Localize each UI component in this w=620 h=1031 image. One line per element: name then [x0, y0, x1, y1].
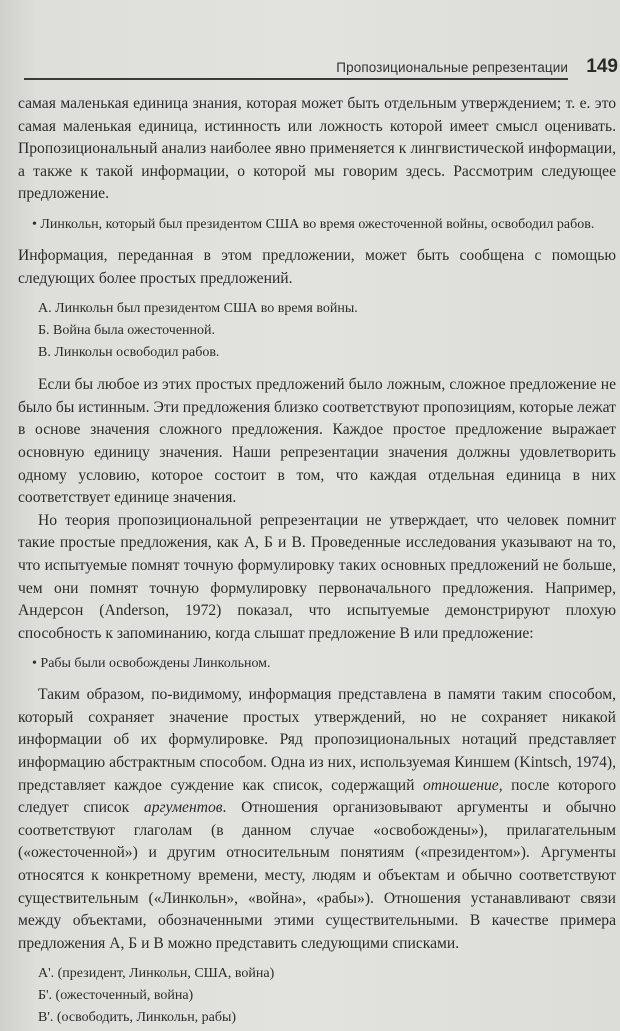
simple-sentences-list — [18, 298, 616, 364]
page-body — [18, 93, 616, 1031]
paragraph-3: Если бы любое из этих простых предложений было ложным, сложное предложение не было бы истинным. Эти предложения близко соответствуют пропозициям, которые лежат в основе значения сложного предложения. Каждое простое предложение выражает основную единицу значения. Наши репрезентации значения должны удовлетворить одному условию, которое состоит в том, что каждая отдельная единица в них соответствует единице значения. — [18, 376, 616, 507]
running-title: Пропозициональные репрезентации — [336, 60, 568, 75]
paragraph-5-text-a: Таким образом, по-видимому, информация представлена в памяти таким способом, который сохраняет значение простых утверждений, но не сохраняет никакой информации об их формулировке. Ряд пропозициональных нотаций представляет информацию абстрактным способом. Одна из них, используемая Киншем (Kintsch, 1974), представляет каждое суждение как список, содержащий — [18, 686, 616, 794]
paragraph-5-text-b: , после которого следует список — [18, 776, 617, 817]
list-item: В'. (освободить, Линкольн, рабы) — [38, 1010, 237, 1026]
paragraph-1: самая маленькая единица знания, которая может быть отдельным утверждением; т. е. это самая маленькая единица, истинность или ложность которой имеет смысл оценивать. Пропозициональный анализ наиболее явно применяется к лингвистической информации, а также к такой информации, о которой мы говорим здесь. Рассмотрим следующее предложение. — [18, 95, 616, 203]
list-item: А'. (президент, Линкольн, США, война) — [38, 966, 275, 982]
paragraph-4: Но теория пропозициональной репрезентации не утверждает, что человек помнит такие простые предложения, как А, Б и В. Проведенные исследования указывают на то, что испытуемые помнят точную формулировку таких основных предложений не больше, чем они помнят точную формулировку первоначального предложения. Например, Андерсон (Anderson, 1972) показал, что испытуемые демонстрируют плохую способность к запоминанию, когда слышат предложение В или предложение: — [18, 511, 616, 642]
header-rule — [24, 78, 568, 80]
paragraph-5-text-c: . Отношения организовывают аргументы и обычно соответствуют глаголам (в данном случае «освобождены»), прилагательным («ожесточенной») и другим относительным понятиям («президентом»). Аргументы относятся к конкретному времени, месту, людям и объектам и обычно соответствуют существительным («Линкольн», «война», «рабы»). Отношения устанавливают связи между объектами, обозначенными этими существительными. В качестве примера предложения А, Б и В можно представить следующими списками. — [18, 799, 616, 952]
page-number: 149 — [586, 56, 618, 77]
running-header — [24, 56, 620, 80]
list-item: Б. Война была ожесточенной. — [38, 323, 216, 339]
example-sentence-1: • Линкольн, который был президентом США во время ожесточенной войны, освободил рабов. — [32, 216, 595, 232]
term-arguments: аргументов — [143, 799, 223, 817]
paragraph-2: Информация, переданная в этом предложении, может быть сообщена с помощью следующих более простых предложений. — [18, 246, 616, 287]
list-item: Б'. (ожесточенный, война) — [38, 988, 194, 1004]
list-item: А. Линкольн был президентом США во время войны. — [38, 301, 358, 317]
term-relation: отношение — [422, 776, 499, 794]
example-sentence-2: • Рабы были освобождены Линкольном. — [32, 656, 271, 672]
list-item: В. Линкольн освободил рабов. — [38, 345, 220, 361]
paragraph-5 — [18, 684, 616, 955]
proposition-lists — [18, 963, 616, 1029]
